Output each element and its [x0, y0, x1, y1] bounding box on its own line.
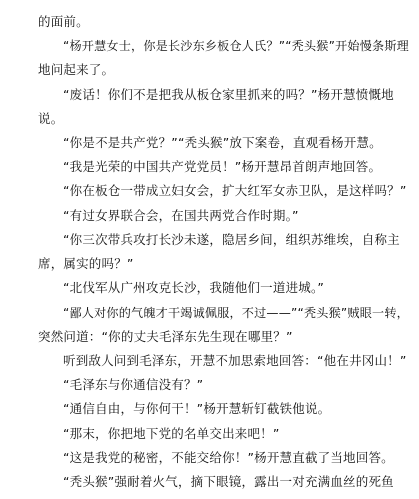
text-line: 地问起来了。 — [38, 62, 115, 77]
text-line: “有过女界联合会，在国共两党合作时期。” — [63, 208, 299, 223]
text-line: 突然问道：“你的丈夫毛泽东先生现在哪里？” — [38, 329, 293, 344]
text-line: “你是不是共产党？”“秃头猴”放下案卷，直观看杨开慧。 — [63, 135, 382, 150]
text-line: 的面前。 — [38, 14, 89, 29]
text-line: “通信自由，与你何干！”杨开慧斩钉截铁他说。 — [63, 401, 331, 416]
text-line: “北伐军从广州攻克长沙，我随他们一道进城。” — [63, 280, 325, 295]
text-line: “这是我党的秘密，不能交给你！”杨开慧直截了当地回答。 — [63, 450, 394, 465]
text-line: 说。 — [38, 111, 64, 126]
text-line: “鄙人对你的气魄才干竭诚佩服，不过——”“秃头猴”贼眼一转， — [63, 306, 409, 320]
text-line: “那末，你把地下党的名单交出来吧！” — [63, 426, 280, 441]
text-line: “秃头猴”强耐着火气，摘下眼镜，露出一对充满血丝的死鱼 — [63, 474, 394, 489]
text-line: “你在板仓一带成立妇女会，扩大红军女赤卫队，是这样吗？” — [63, 183, 407, 198]
text-line: 听到敌人问到毛泽东，开慧不加思索地回答：“他在井冈山！” — [63, 353, 407, 368]
text-line: “你三次带兵攻打长沙未遂，隐居乡间，组织苏维埃，自称主 — [63, 232, 400, 247]
text-line: “我是光荣的中国共产党党员！”杨开慧昂首朗声地回答。 — [63, 159, 382, 174]
text-line: 席，属实的吗？” — [38, 256, 134, 271]
text-line: “废话！你们不是把我从板仓家里抓来的吗？”杨开慧愤慨地 — [63, 87, 394, 102]
text-line: “杨开慧女士，你是长沙东乡板仓人氏？”“秃头猴”开始慢条斯理 — [63, 39, 409, 53]
text-line: “毛泽东与你通信没有？” — [63, 377, 204, 392]
